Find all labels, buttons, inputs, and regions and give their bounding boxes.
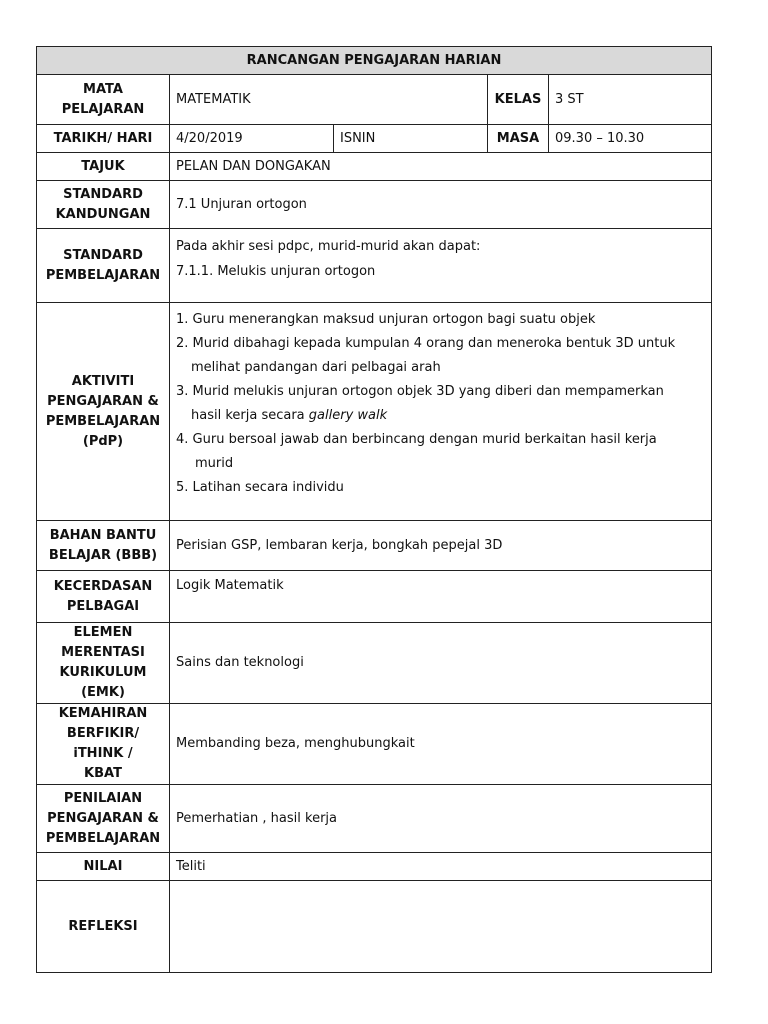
- nilai-value: Teliti: [170, 853, 712, 881]
- label-line: ELEMEN: [73, 625, 133, 640]
- kemahiran-label: [37, 704, 170, 785]
- row-kemahiran: [37, 704, 712, 785]
- label-line: AKTIVITI: [71, 373, 135, 389]
- label-line: STANDARD: [63, 247, 143, 263]
- mata-pelajaran-value: MATEMATIK: [170, 75, 488, 125]
- label-line: (PdP): [82, 433, 124, 449]
- activity-item: 4. Guru bersoal jawab dan berbincang dengan murid berkaitan hasil kerja: [176, 432, 657, 447]
- refleksi-value[interactable]: [170, 881, 712, 973]
- label-line: BELAJAR (BBB): [48, 547, 158, 563]
- label-line: KANDUNGAN: [55, 206, 151, 222]
- activity-emphasis: gallery walk: [308, 408, 388, 423]
- standard-pembelajaran-value: [170, 229, 712, 303]
- kecerdasan-label: [37, 571, 170, 623]
- refleksi-label: REFLEKSI: [37, 881, 170, 973]
- label-line: KECERDASAN: [53, 578, 153, 594]
- activity-text: hasil kerja secara: [191, 408, 309, 423]
- aktiviti-label: [37, 303, 170, 521]
- row-refleksi: [37, 881, 712, 973]
- row-mata-pelajaran: [37, 75, 712, 125]
- tarikh-label: TARIKH/ HARI: [37, 125, 170, 153]
- row-standard-kandungan: [37, 181, 712, 229]
- kecerdasan-value: Logik Matematik: [170, 571, 712, 623]
- tarikh-date: 4/20/2019: [170, 125, 334, 153]
- standard-pembelajaran-label: [37, 229, 170, 303]
- label-line: PENGAJARAN &: [47, 393, 159, 409]
- bbb-label: [37, 521, 170, 571]
- standard-kandungan-label: [37, 181, 170, 229]
- sp-line-1: Pada akhir sesi pdpc, murid-murid akan dapat:: [176, 239, 481, 254]
- nilai-label: NILAI: [37, 853, 170, 881]
- tarikh-day: ISNIN: [334, 125, 488, 153]
- page-title: RANCANGAN PENGAJARAN HARIAN: [37, 47, 712, 75]
- row-aktiviti: [37, 303, 712, 521]
- row-nilai: [37, 853, 712, 881]
- label-line: KEMAHIRAN: [58, 706, 148, 721]
- aktiviti-value: [170, 303, 712, 521]
- emk-label: [37, 623, 170, 704]
- label-line: PELBAGAI: [66, 598, 140, 614]
- label-line: PEMBELAJARAN: [45, 413, 161, 429]
- lesson-plan-table: [36, 46, 712, 973]
- kemahiran-value: Membanding beza, menghubungkait: [170, 704, 712, 785]
- row-standard-pembelajaran: [37, 229, 712, 303]
- label-line: KBAT: [84, 766, 122, 781]
- label-line: PELAJARAN: [61, 101, 145, 117]
- row-emk: [37, 623, 712, 704]
- label-line: PEMBELAJARAN: [45, 830, 161, 846]
- penilaian-label: [37, 785, 170, 853]
- activity-item: 2. Murid dibahagi kepada kumpulan 4 orang dan meneroka bentuk 3D untuk: [176, 336, 676, 351]
- label-line: PENILAIAN: [63, 790, 143, 806]
- penilaian-value: Pemerhatian , hasil kerja: [170, 785, 712, 853]
- label-line: PEMBELAJARAN: [45, 267, 161, 283]
- activity-item-cont: melihat pandangan dari pelbagai arah: [191, 360, 441, 375]
- label-line: PENGAJARAN &: [47, 810, 159, 826]
- activity-item-cont: murid: [195, 456, 234, 471]
- row-penilaian: [37, 785, 712, 853]
- tajuk-value: PELAN DAN DONGAKAN: [170, 153, 712, 181]
- label-line: BAHAN BANTU: [49, 527, 157, 543]
- activity-item: 3. Murid melukis unjuran ortogon objek 3D yang diberi dan mempamerkan: [176, 384, 664, 399]
- sp-line-2: 7.1.1. Melukis unjuran ortogon: [176, 264, 376, 279]
- kelas-value: 3 ST: [549, 75, 712, 125]
- activity-item: 1. Guru menerangkan maksud unjuran ortogon bagi suatu objek: [176, 312, 596, 327]
- label-line: KURIKULUM (EMK): [59, 665, 147, 700]
- label-line: MERENTASI: [61, 645, 145, 660]
- row-bbb: [37, 521, 712, 571]
- masa-label: MASA: [488, 125, 549, 153]
- activity-item: 5. Latihan secara individu: [176, 480, 344, 495]
- masa-value: 09.30 – 10.30: [549, 125, 712, 153]
- bbb-value: Perisian GSP, lembaran kerja, bongkah pepejal 3D: [170, 521, 712, 571]
- kelas-label: KELAS: [488, 75, 549, 125]
- emk-value: Sains dan teknologi: [170, 623, 712, 704]
- activity-item-cont: [176, 404, 705, 428]
- mata-pelajaran-label: [37, 75, 170, 125]
- standard-kandungan-value: 7.1 Unjuran ortogon: [170, 181, 712, 229]
- label-line: MATA: [83, 81, 123, 97]
- row-tarikh: [37, 125, 712, 153]
- row-kecerdasan: [37, 571, 712, 623]
- tajuk-label: TAJUK: [37, 153, 170, 181]
- row-tajuk: [37, 153, 712, 181]
- label-line: BERFIKIR/ iTHINK /: [66, 726, 140, 761]
- header-row: [37, 47, 712, 75]
- label-line: STANDARD: [63, 186, 143, 202]
